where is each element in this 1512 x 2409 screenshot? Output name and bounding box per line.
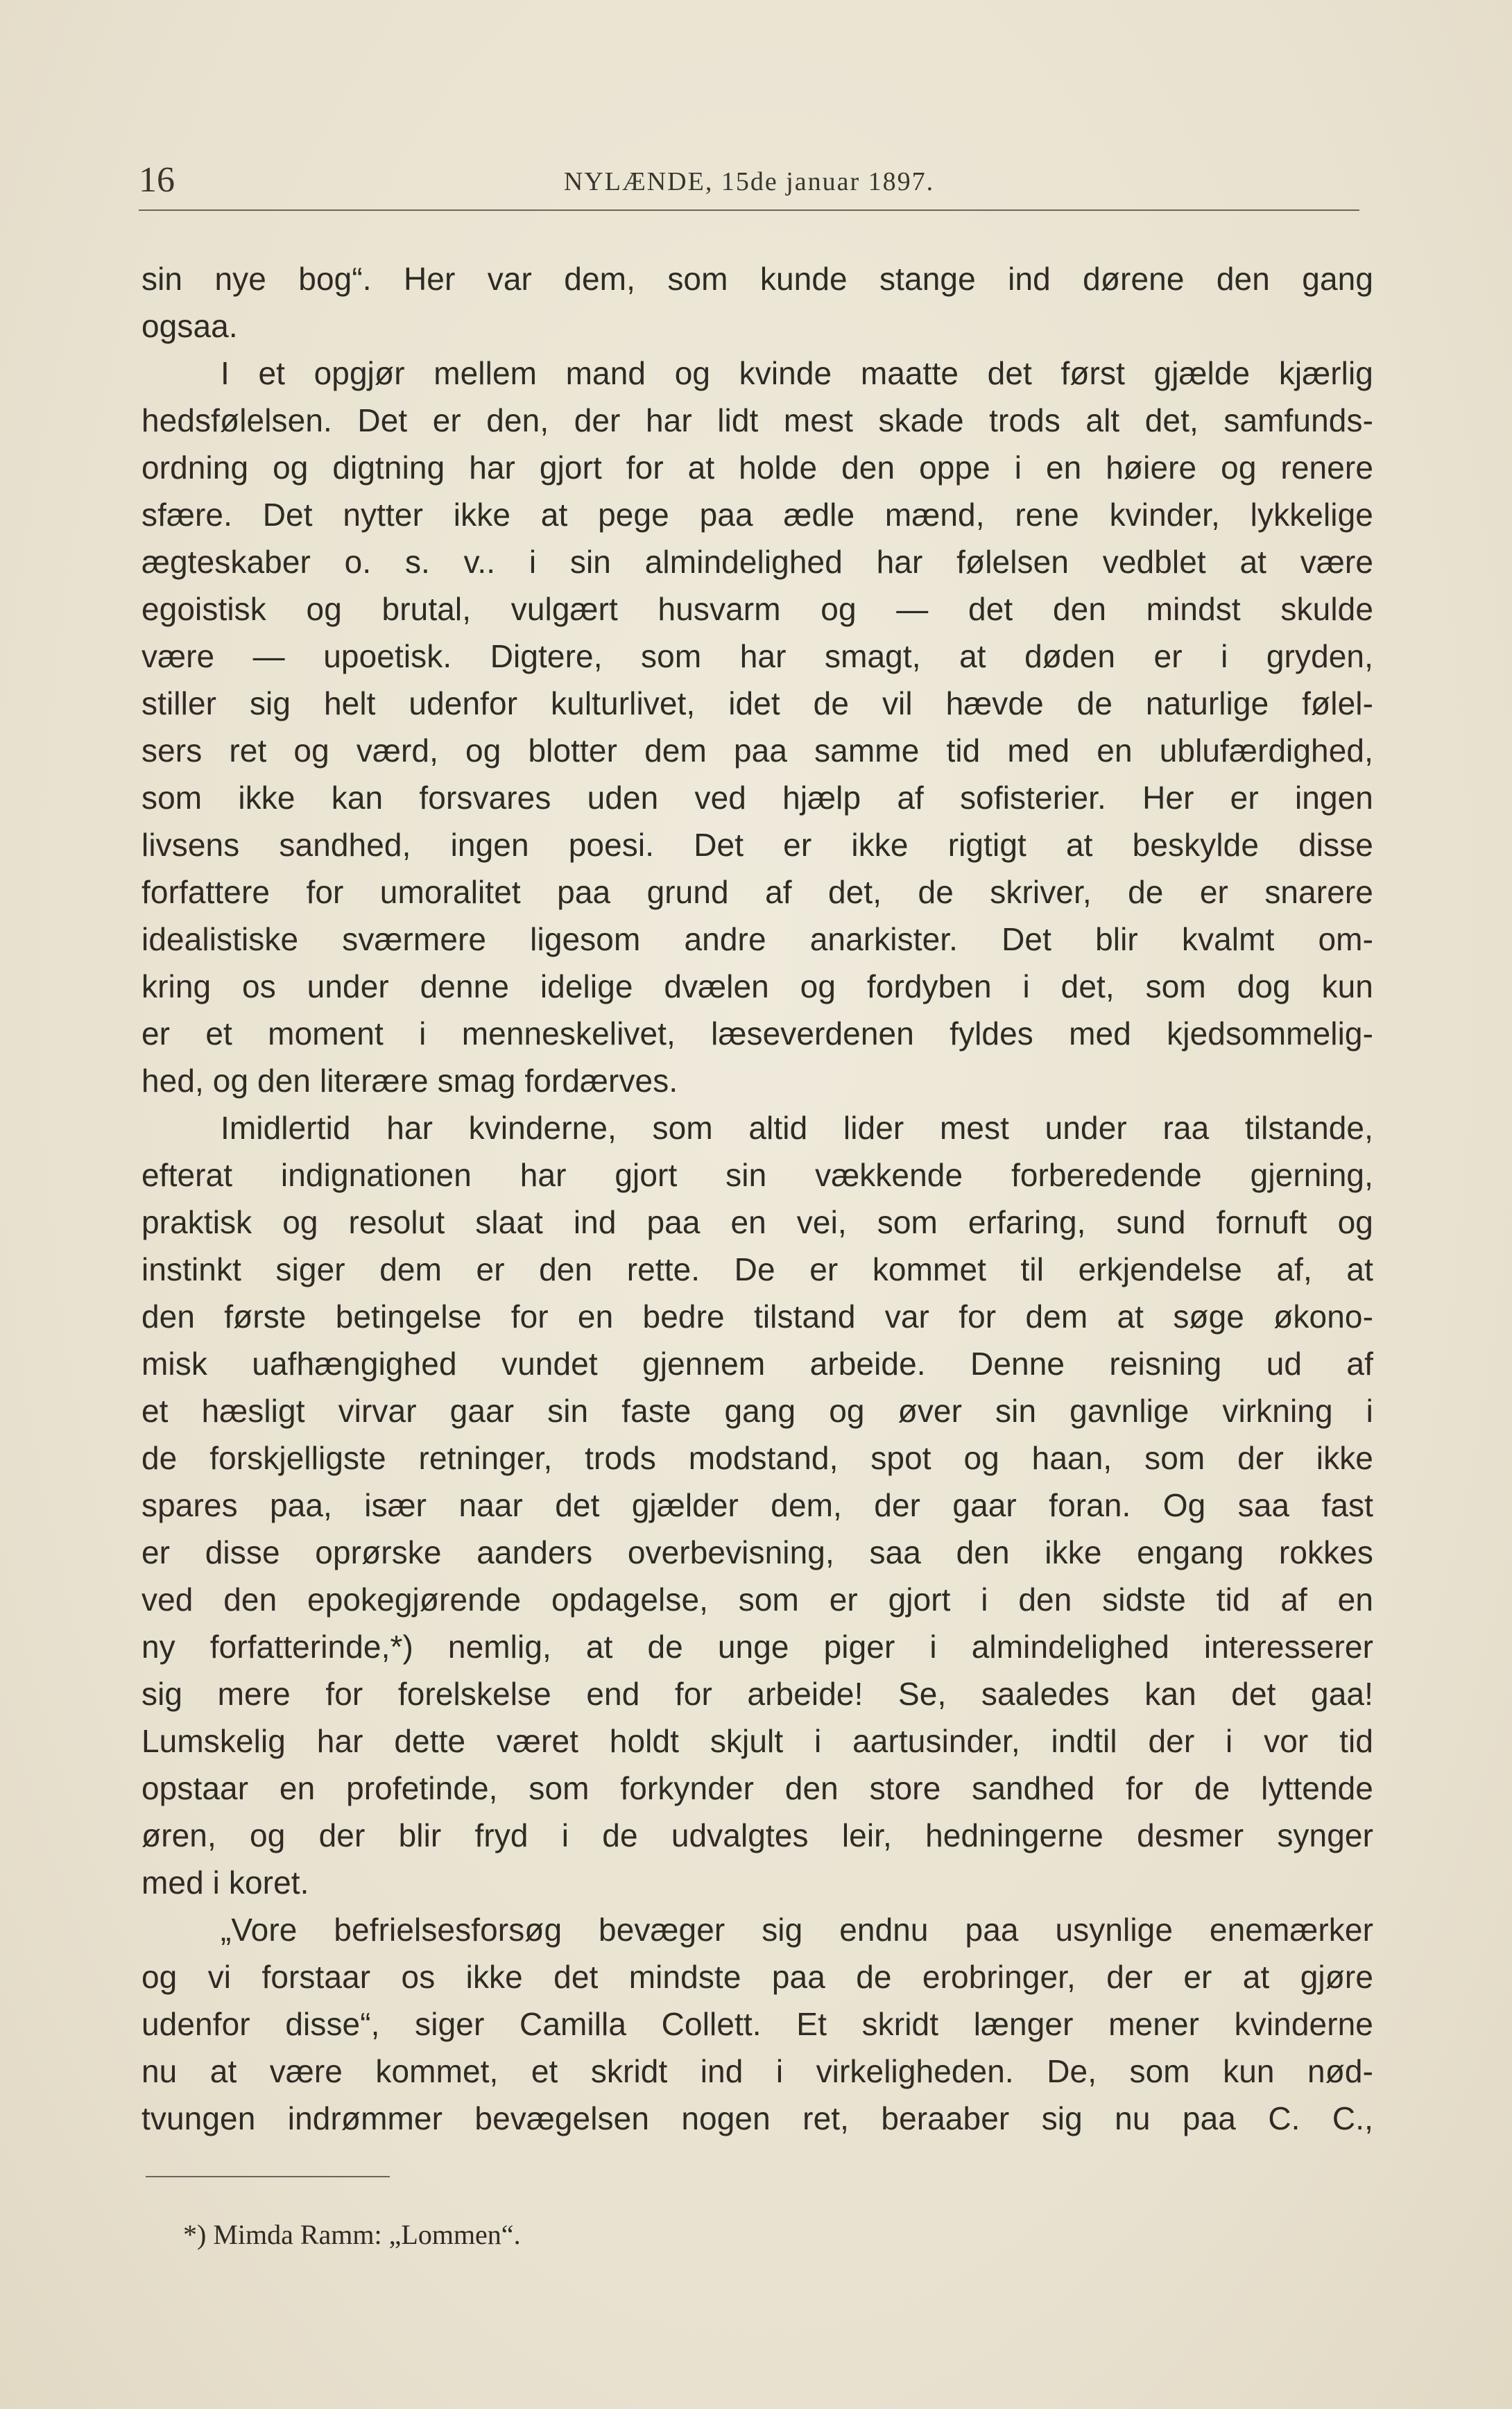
text-line: Imidlertid har kvinderne, som altid lider mest under raa tilstande,	[221, 1110, 1373, 1146]
running-title: NYLÆNDE, 15de januar 1897.	[563, 167, 935, 196]
text-line: forfattere for umoralitet paa grund af det, de skriver, de er snarere	[141, 874, 1373, 910]
footnote: *) Mimda Ramm: „Lommen“.	[183, 2219, 521, 2250]
text-line: ordning og digtning har gjort for at holde den oppe i en høiere og renere	[141, 449, 1373, 486]
text-line: udenfor disse“, siger Camilla Collett. Et skridt længer mener kvinderne	[141, 2006, 1373, 2042]
text-line: være — upoetisk. Digtere, som har smagt, at døden er i gryden,	[141, 638, 1373, 674]
text-line: livsens sandhed, ingen poesi. Det er ikke rigtigt at beskylde disse	[141, 827, 1373, 863]
text-line: den første betingelse for en bedre tilstand var for dem at søge økono-	[141, 1298, 1373, 1335]
text-line: ægteskaber o. s. v.. i sin almindelighed har følelsen vedblet at være	[141, 544, 1373, 580]
body-text	[141, 255, 1373, 2142]
text-line: instinkt siger dem er den rette. De er kommet til erkjendelse af, at	[141, 1251, 1373, 1287]
text-line: sfære. Det nytter ikke at pege paa ædle mænd, rene kvinder, lykkelige	[141, 497, 1373, 533]
text-line: med i koret.	[141, 1864, 309, 1901]
text-line: ved den epokegjørende opdagelse, som er gjort i den sidste tid af en	[141, 1581, 1373, 1618]
page-number: 16	[139, 160, 175, 200]
text-line: et hæsligt virvar gaar sin faste gang og øver sin gavnlige virkning i	[141, 1393, 1373, 1429]
text-line: stiller sig helt udenfor kulturlivet, idet de vil hævde de naturlige følel-	[141, 685, 1373, 721]
text-line: øren, og der blir fryd i de udvalgtes leir, hedningerne desmer synger	[141, 1817, 1373, 1853]
text-line: de forskjelligste retninger, trods modstand, spot og haan, som der ikke	[141, 1440, 1373, 1476]
text-line: idealistiske sværmere ligesom andre anarkister. Det blir kvalmt om-	[141, 921, 1373, 957]
page-header	[139, 154, 1359, 211]
text-line: nu at være kommet, et skridt ind i virkeligheden. De, som kun nød-	[141, 2053, 1373, 2089]
text-line: hedsfølelsen. Det er den, der har lidt mest skade trods alt det, samfunds-	[141, 402, 1373, 438]
text-line: efterat indignationen har gjort sin vækkende forberedende gjerning,	[141, 1157, 1373, 1193]
text-line: I et opgjør mellem mand og kvinde maatte det først gjælde kjærlig	[221, 355, 1373, 391]
text-line: opstaar en profetinde, som forkynder den store sandhed for de lyttende	[141, 1770, 1373, 1806]
text-line: er disse oprørske aanders overbevisning, saa den ikke engang rokkes	[141, 1534, 1373, 1570]
text-line: Lumskelig har dette været holdt skjult i aartusinder, indtil der i vor tid	[141, 1723, 1373, 1759]
text-line: ogsaa.	[141, 308, 238, 344]
text-line: „Vore befrielsesforsøg bevæger sig endnu paa usynlige enemærker	[221, 1912, 1373, 1948]
text-line: tvungen indrømmer bevægelsen nogen ret, beraaber sig nu paa C. C.,	[141, 2100, 1373, 2136]
text-line: misk uafhængighed vundet gjennem arbeide. Denne reisning ud af	[141, 1346, 1373, 1382]
text-line: egoistisk og brutal, vulgært husvarm og — det den mindst skulde	[141, 591, 1373, 627]
text-line: er et moment i menneskelivet, læseverdenen fyldes med kjedsommelig-	[141, 1015, 1373, 1052]
text-line: hed, og den literære smag fordærves.	[141, 1063, 678, 1099]
footnote-divider	[146, 2176, 390, 2177]
text-line: praktisk og resolut slaat ind paa en vei, som erfaring, sund fornuft og	[141, 1204, 1373, 1240]
text-line: kring os under denne idelige dvælen og fordyben i det, som dog kun	[141, 968, 1373, 1004]
text-line: som ikke kan forsvares uden ved hjælp af sofisterier. Her er ingen	[141, 780, 1373, 816]
text-line: og vi forstaar os ikke det mindste paa de erobringer, der er at gjøre	[141, 1959, 1373, 1995]
text-line: sers ret og værd, og blotter dem paa samme tid med en ublufærdighed,	[141, 732, 1373, 769]
text-line: sig mere for forelskelse end for arbeide! Se, saaledes kan det gaa!	[141, 1676, 1373, 1712]
text-line: ny forfatterinde,*) nemlig, at de unge piger i almindelighed interesserer	[141, 1629, 1373, 1665]
text-line: sin nye bog“. Her var dem, som kunde stange ind dørene den gang	[141, 261, 1373, 297]
text-line: spares paa, især naar det gjælder dem, der gaar foran. Og saa fast	[141, 1487, 1373, 1523]
